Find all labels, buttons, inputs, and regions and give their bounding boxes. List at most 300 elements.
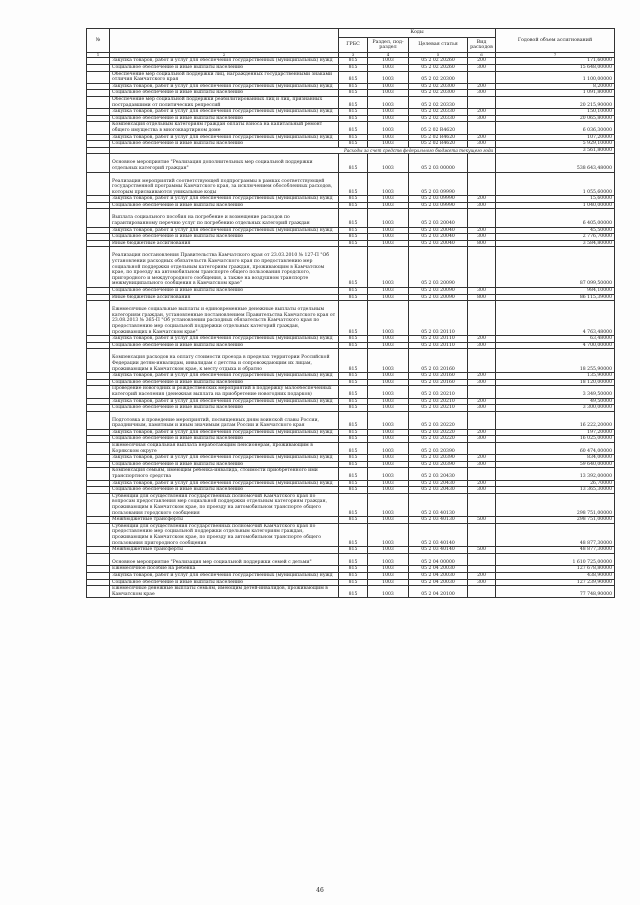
col-total-header: Годовой объем ассигнований (496, 29, 615, 53)
razdel-cell: 1003 (368, 96, 409, 108)
razdel-cell: 1003 (368, 487, 409, 494)
table-row (87, 288, 615, 295)
grbs-cell: 815 (339, 294, 368, 301)
vr-cell (468, 386, 496, 398)
razdel-cell: 1003 (368, 572, 409, 579)
grbs-cell: 815 (339, 429, 368, 436)
col-no-header: № (87, 29, 110, 53)
cs-cell: 05 2 03 00000 (409, 154, 468, 172)
col-num-7: 7 (496, 53, 615, 58)
cs-cell: 05 2 03 40130 (409, 493, 468, 516)
cs-cell: 05 2 02 20260 (409, 58, 468, 65)
row-no-cell (87, 553, 110, 566)
name-cell: Закупка товаров, работ и услуг для обеспечения государственных (муниципальных) нужд (110, 398, 339, 405)
vr-cell (468, 154, 496, 172)
grbs-cell: 815 (339, 227, 368, 234)
cs-cell: 05 2 03 20090 (409, 247, 468, 288)
razdel-cell: 1003 (368, 379, 409, 386)
vr-cell: 300 (468, 379, 496, 386)
name-cell: Социальное обеспечение и иные выплаты населению (110, 288, 339, 295)
cs-cell: 05 2 03 20160 (409, 373, 468, 380)
vr-cell: 800 (468, 294, 496, 301)
table-row (87, 58, 615, 65)
vr-cell: 500 (468, 547, 496, 554)
page-number: 46 (316, 887, 324, 894)
name-cell: Реализация мероприятий соответствующей подпрограммы в рамках соответствующей государственной программы Камчатского края, за исключением обособленных расходов, которым присваиваются уникальные коды (110, 172, 339, 196)
razdel-cell: 1003 (368, 202, 409, 209)
sum-cell: 20 065,80000 (496, 115, 615, 122)
sum-cell: 298 751,00000 (496, 517, 615, 524)
razdel-cell: 1003 (368, 349, 409, 373)
grbs-cell: 815 (339, 547, 368, 554)
vr-cell (468, 172, 496, 196)
razdel-cell: 1003 (368, 342, 409, 349)
sum-cell: 1 040,00000 (496, 202, 615, 209)
razdel-cell: 1003 (368, 58, 409, 65)
name-cell: Обеспечение мер социальной поддержки лиц, награжденных государственными знаками отличия Камчатского края (110, 71, 339, 83)
row-no-cell (87, 134, 110, 141)
cs-cell: 05 2 03 20220 (409, 429, 468, 436)
razdel-cell: 1003 (368, 480, 409, 487)
cs-cell: 05 2 02 20300 (409, 90, 468, 97)
cs-cell: 05 2 03 40130 (409, 517, 468, 524)
vr-cell: 300 (468, 342, 496, 349)
vr-cell: 200 (468, 109, 496, 116)
grbs-cell: 815 (339, 373, 368, 380)
row-no-cell (87, 96, 110, 108)
table-row (87, 547, 615, 554)
sum-cell: 1 610 725,00000 (496, 553, 615, 566)
row-no-cell (87, 455, 110, 462)
razdel-cell: 1003 (368, 468, 409, 480)
grbs-cell: 815 (339, 566, 368, 573)
grbs-cell: 815 (339, 517, 368, 524)
name-cell: Закупка товаров, работ и услуг для обеспечения государственных (муниципальных) нужд (110, 58, 339, 65)
razdel-cell: 1003 (368, 294, 409, 301)
sum-cell: 49,50000 (496, 398, 615, 405)
cs-cell: 05 2 03 20040 (409, 234, 468, 241)
sum-cell: 15 648,00000 (496, 65, 615, 72)
name-cell: Межбюджетные трансферты (110, 517, 339, 524)
razdel-cell: 1003 (368, 196, 409, 203)
vr-cell: 200 (468, 336, 496, 343)
cs-cell: 05 2 03 20390 (409, 443, 468, 455)
vr-cell (468, 122, 496, 134)
grbs-cell: 815 (339, 379, 368, 386)
row-no-cell (87, 480, 110, 487)
sum-cell: 16 025,00000 (496, 436, 615, 443)
row-no-cell (87, 90, 110, 97)
table-row (87, 202, 615, 209)
row-no-cell (87, 461, 110, 468)
razdel-cell: 1003 (368, 579, 409, 586)
grbs-cell: 815 (339, 96, 368, 108)
razdel-cell: 1003 (368, 134, 409, 141)
sum-cell: 20 215,90000 (496, 96, 615, 108)
grbs-cell: 815 (339, 109, 368, 116)
vr-cell: 300 (468, 202, 496, 209)
grbs-cell: 815 (339, 579, 368, 586)
row-no-cell (87, 202, 110, 209)
sum-cell: 48 877,30000 (496, 547, 615, 554)
vr-cell (468, 301, 496, 336)
row-no-cell (87, 429, 110, 436)
name-cell: Закупка товаров, работ и услуг для обеспечения государственных (муниципальных) нужд (110, 480, 339, 487)
razdel-cell: 1003 (368, 553, 409, 566)
table-row (87, 240, 615, 247)
grbs-cell: 815 (339, 487, 368, 494)
table-row (87, 398, 615, 405)
table-body (87, 58, 615, 598)
cs-cell: 05 2 02 R4620 (409, 122, 468, 134)
grbs-cell: 815 (339, 398, 368, 405)
razdel-cell: 1003 (368, 455, 409, 462)
sum-cell: 4 700,00000 (496, 342, 615, 349)
col-name-header (110, 29, 339, 53)
name-cell: Закупка товаров, работ и услуг для обеспечения государственных (муниципальных) нужд (110, 572, 339, 579)
table-row (87, 83, 615, 90)
table-row (87, 134, 615, 141)
vr-cell (468, 96, 496, 108)
name-cell: Социальное обеспечение и иные выплаты населению (110, 90, 339, 97)
razdel-cell: 1003 (368, 429, 409, 436)
sum-cell: 5 929,10000 (496, 141, 615, 148)
row-no-cell (87, 342, 110, 349)
name-cell: Выплата социального пособия на погребение и возмещение расходов по гарантированному перечню услуг по погребению отдельных категорий граждан (110, 209, 339, 227)
sum-cell: 60 474,00000 (496, 443, 615, 455)
grbs-cell: 815 (339, 234, 368, 241)
razdel-cell: 1003 (368, 227, 409, 234)
name-cell: Социальное обеспечение и иные выплаты населению (110, 234, 339, 241)
table-row (87, 209, 615, 227)
razdel-cell: 1003 (368, 83, 409, 90)
sum-cell: 6 036,30000 (496, 122, 615, 134)
row-no-cell (87, 109, 110, 116)
vr-cell: 300 (468, 461, 496, 468)
razdel-cell: 1003 (368, 247, 409, 288)
sum-cell: 127 678,80000 (496, 566, 615, 573)
name-cell: Подготовка и проведение мероприятий, посвященных дням воинской славы России, праздничным, памятным и иным значимым датам России и Камчатского края (110, 411, 339, 429)
grbs-cell: 815 (339, 405, 368, 412)
vr-cell: 200 (468, 134, 496, 141)
name-cell: Социальное обеспечение и иные выплаты населению (110, 141, 339, 148)
sum-cell: 16 222,20000 (496, 411, 615, 429)
table-row (87, 455, 615, 462)
vr-cell: 500 (468, 517, 496, 524)
cs-cell: 05 2 03 20430 (409, 487, 468, 494)
grbs-cell: 815 (339, 154, 368, 172)
name-cell: Социальное обеспечение и иные выплаты населению (110, 436, 339, 443)
cs-cell: 05 2 03 20430 (409, 480, 468, 487)
row-no-cell (87, 572, 110, 579)
grbs-cell: 815 (339, 493, 368, 516)
sum-cell: 1 100,00000 (496, 71, 615, 83)
razdel-cell: 1003 (368, 566, 409, 573)
table-row (87, 109, 615, 116)
grbs-cell: 815 (339, 58, 368, 65)
grbs-cell: 815 (339, 122, 368, 134)
cs-cell: 05 2 03 20390 (409, 461, 468, 468)
row-no-cell (87, 294, 110, 301)
cs-cell: 05 2 02 20300 (409, 71, 468, 83)
cs-cell: 05 2 04 20030 (409, 579, 468, 586)
sum-cell: 127 239,90000 (496, 579, 615, 586)
cs-cell: 05 2 03 20210 (409, 405, 468, 412)
name-cell: Социальное обеспечение и иные выплаты населению (110, 65, 339, 72)
name-cell: Ежемесячное пособие на ребенка (110, 566, 339, 573)
table-row (87, 154, 615, 172)
sum-cell: 87 099,50000 (496, 247, 615, 288)
vr-cell (468, 566, 496, 573)
vr-cell: 200 (468, 398, 496, 405)
razdel-cell: 1003 (368, 405, 409, 412)
sum-cell: 538 643,48000 (496, 154, 615, 172)
table-row (87, 436, 615, 443)
sum-cell: 3 584,80000 (496, 240, 615, 247)
row-no-cell (87, 468, 110, 480)
name-cell: Социальное обеспечение и иные выплаты населению (110, 379, 339, 386)
vr-cell: 200 (468, 227, 496, 234)
razdel-cell: 1003 (368, 547, 409, 554)
row-no-cell (87, 122, 110, 134)
grbs-cell: 815 (339, 141, 368, 148)
razdel-cell: 1003 (368, 398, 409, 405)
row-no-cell (87, 517, 110, 524)
table-row (87, 294, 615, 301)
sum-cell: 1 055,60000 (496, 172, 615, 196)
grbs-cell: 815 (339, 336, 368, 343)
vr-cell: 800 (468, 240, 496, 247)
table-row (87, 247, 615, 288)
table-row (87, 342, 615, 349)
name-cell: Обеспечение мер социальной поддержки реабилитированных лиц и лиц, признанных пострадавшими от политических репрессий (110, 96, 339, 108)
cs-cell: 05 2 03 09990 (409, 196, 468, 203)
grbs-cell: 815 (339, 386, 368, 398)
row-no-cell (87, 172, 110, 196)
razdel-cell: 1003 (368, 234, 409, 241)
table-row (87, 579, 615, 586)
grbs-cell: 815 (339, 134, 368, 141)
table-row (87, 115, 615, 122)
sum-cell: 13 392,00000 (496, 468, 615, 480)
note-cell: Расходы за счет средств федерального бюджета текущего года (110, 147, 496, 154)
sum-cell: 48 877,30000 (496, 523, 615, 546)
budget-table (86, 28, 615, 598)
row-no-cell (87, 141, 110, 148)
sum-cell: 1 091,80000 (496, 90, 615, 97)
vr-cell (468, 349, 496, 373)
row-no-cell (87, 379, 110, 386)
row-no-cell (87, 115, 110, 122)
grbs-cell: 815 (339, 83, 368, 90)
sum-cell: 135,90000 (496, 373, 615, 380)
table-row (87, 468, 615, 480)
cs-cell: 05 2 04 00000 (409, 553, 468, 566)
razdel-cell: 1003 (368, 109, 409, 116)
name-cell: Социальное обеспечение и иные выплаты населению (110, 461, 339, 468)
name-cell: Основное мероприятие "Реализация дополнительных мер социальной поддержки отдельных категорий граждан" (110, 154, 339, 172)
grbs-cell: 815 (339, 411, 368, 429)
codes-group-header: Коды (339, 29, 496, 38)
cs-cell: 05 2 03 20220 (409, 436, 468, 443)
razdel-cell: 1003 (368, 586, 409, 598)
sum-cell: 171,60000 (496, 58, 615, 65)
cs-cell: 05 2 03 20040 (409, 240, 468, 247)
sum-cell: 4 763,48000 (496, 301, 615, 336)
grbs-cell: 815 (339, 586, 368, 598)
col-razdel-header: Раздел, под-раздел (368, 38, 409, 53)
vr-cell (468, 443, 496, 455)
row-no-cell (87, 443, 110, 455)
row-no-cell (87, 196, 110, 203)
grbs-cell: 815 (339, 240, 368, 247)
table-row (87, 234, 615, 241)
row-no-cell (87, 566, 110, 573)
row-no-cell (87, 349, 110, 373)
name-cell: Компенсация расходов на оплату стоимости проезда в пределах территории Российской Федерации детям-инвалидам, инвалидам с детства и сопровождающим их лицам, проживающим в Камчатском крае, к месту отдыха и обратно (110, 349, 339, 373)
vr-cell (468, 523, 496, 546)
sum-cell: 59 640,00000 (496, 461, 615, 468)
vr-cell (468, 493, 496, 516)
grbs-cell: 815 (339, 480, 368, 487)
name-cell: Ежемесячные социальные выплаты и единовременные денежные выплаты отдельным категориям граждан, установленные постановлением Правительства Камчатского края от 23.08.2013 № 365-П "Об установлении расходных обязательств Камчатского края по предоставлению мер социальной поддержки отдельных категорий граждан, проживающих в Камчатском крае" (110, 301, 339, 336)
grbs-cell: 815 (339, 247, 368, 288)
row-no-cell (87, 209, 110, 227)
cs-cell: 05 2 03 20110 (409, 336, 468, 343)
cs-cell: 05 2 03 40140 (409, 523, 468, 546)
sum-cell: 3 561,80000 (496, 147, 615, 154)
razdel-cell: 1003 (368, 115, 409, 122)
name-cell: Компенсация отдельным категориям граждан оплаты взноса на капитальный ремонт общего имущества в многоквартирном доме (110, 122, 339, 134)
table-row (87, 572, 615, 579)
razdel-cell: 1003 (368, 373, 409, 380)
cs-cell: 05 2 03 20210 (409, 386, 468, 398)
grbs-cell: 815 (339, 436, 368, 443)
vr-cell (468, 553, 496, 566)
vr-cell: 300 (468, 65, 496, 72)
vr-cell (468, 586, 496, 598)
table-row (87, 386, 615, 398)
name-cell: Социальное обеспечение и иные выплаты населению (110, 579, 339, 586)
name-cell: Компенсация семьям, имеющим ребенка-инвалида, стоимости приобретенного ими транспортного средства (110, 468, 339, 480)
name-cell: Субвенции для осуществления государственных полномочий Камчатского края по вопросам предоставления мер социальной поддержки отдельным категориям граждан, проживающим в Камчатском крае, по проезду на автомобильном транспорте общего пользования городского сообщения (110, 493, 339, 516)
name-cell: Закупка товаров, работ и услуг для обеспечения государственных (муниципальных) нужд (110, 336, 339, 343)
sum-cell: 18 120,00000 (496, 379, 615, 386)
row-no-cell (87, 586, 110, 598)
table-row (87, 480, 615, 487)
row-no-cell (87, 398, 110, 405)
sum-cell: 63,48000 (496, 336, 615, 343)
cs-cell: 05 2 03 09990 (409, 202, 468, 209)
table-row (87, 65, 615, 72)
cs-cell: 05 2 04 20030 (409, 566, 468, 573)
cs-cell: 05 2 02 20330 (409, 96, 468, 108)
table-row (87, 122, 615, 134)
table-row (87, 147, 615, 154)
cs-cell: 05 2 03 20220 (409, 411, 468, 429)
col-vr-header: Вид расходов (468, 38, 496, 53)
grbs-cell: 815 (339, 553, 368, 566)
name-cell: Межбюджетные трансферты (110, 547, 339, 554)
razdel-cell: 1003 (368, 523, 409, 546)
row-no-cell (87, 579, 110, 586)
grbs-cell: 815 (339, 288, 368, 295)
name-cell: Закупка товаров, работ и услуг для обеспечения государственных (муниципальных) нужд (110, 455, 339, 462)
grbs-cell: 815 (339, 202, 368, 209)
cs-cell: 05 2 02 20260 (409, 65, 468, 72)
row-no-cell (87, 65, 110, 72)
vr-cell: 200 (468, 480, 496, 487)
table-row (87, 443, 615, 455)
row-no-cell (87, 83, 110, 90)
sum-cell: 107,20000 (496, 134, 615, 141)
cs-cell: 05 2 02 R4620 (409, 134, 468, 141)
cs-cell: 05 2 03 09990 (409, 172, 468, 196)
sum-cell: 26,70000 (496, 480, 615, 487)
table-row (87, 411, 615, 429)
table-row (87, 90, 615, 97)
razdel-cell: 1003 (368, 436, 409, 443)
cs-cell: 05 2 02 20300 (409, 83, 468, 90)
row-no-cell (87, 154, 110, 172)
vr-cell: 300 (468, 487, 496, 494)
table-row (87, 553, 615, 566)
row-no-cell (87, 436, 110, 443)
grbs-cell: 815 (339, 523, 368, 546)
cs-cell: 05 2 03 20040 (409, 227, 468, 234)
name-cell: Иные бюджетные ассигнования (110, 240, 339, 247)
name-cell: Закупка товаров, работ и услуг для обеспечения государственных (муниципальных) нужд (110, 429, 339, 436)
vr-cell (468, 247, 496, 288)
table-row (87, 405, 615, 412)
sum-cell: 6 405,00000 (496, 209, 615, 227)
sum-cell: 984,10000 (496, 288, 615, 295)
row-no-cell (87, 234, 110, 241)
razdel-cell: 1003 (368, 172, 409, 196)
table-row (87, 141, 615, 148)
razdel-cell: 1003 (368, 288, 409, 295)
name-cell: Реализация постановления Правительства Камчатского края от 23.03.2010 № 127-П "Об установлении расходных обязательств Камчатского края по предоставлению мер социальной поддержки отдельным категориям граждан, проживающим в Камчатском крае, по проезду на автомобильном транспорте общего пользования городского, пригородного и междугородного сообщения, а также на воздушном транспорте межмуниципального сообщения в Камчатском крае" (110, 247, 339, 288)
row-no-cell (87, 147, 110, 154)
vr-cell: 200 (468, 572, 496, 579)
table-row (87, 172, 615, 196)
name-cell: Иные бюджетные ассигнования (110, 294, 339, 301)
cs-cell: 05 2 03 20430 (409, 468, 468, 480)
cs-cell: 05 2 03 20210 (409, 398, 468, 405)
name-cell: Социальное обеспечение и иные выплаты населению (110, 342, 339, 349)
table-row (87, 493, 615, 516)
sum-cell: 2 776,70000 (496, 234, 615, 241)
row-no-cell (87, 386, 110, 398)
vr-cell: 300 (468, 436, 496, 443)
razdel-cell: 1003 (368, 65, 409, 72)
table-row (87, 196, 615, 203)
grbs-cell: 815 (339, 443, 368, 455)
cs-cell: 05 2 02 R4620 (409, 141, 468, 148)
grbs-cell: 815 (339, 468, 368, 480)
razdel-cell: 1003 (368, 461, 409, 468)
vr-cell: 300 (468, 115, 496, 122)
table-row (87, 349, 615, 373)
name-cell: Субвенции для осуществления государственных полномочий Камчатского края по предоставлению мер социальной поддержки отдельным категориям граждан, проживающим в Камчатском крае, по проезду на автомобильном транспорте общего пользования пригородного сообщения (110, 523, 339, 546)
col-num-4: 4 (368, 53, 409, 58)
vr-cell: 300 (468, 141, 496, 148)
vr-cell (468, 71, 496, 83)
vr-cell: 200 (468, 83, 496, 90)
name-cell: Закупка товаров, работ и услуг для обеспечения государственных (муниципальных) нужд (110, 109, 339, 116)
cs-cell: 05 2 03 20160 (409, 379, 468, 386)
col-num-2: 2 (110, 53, 339, 58)
